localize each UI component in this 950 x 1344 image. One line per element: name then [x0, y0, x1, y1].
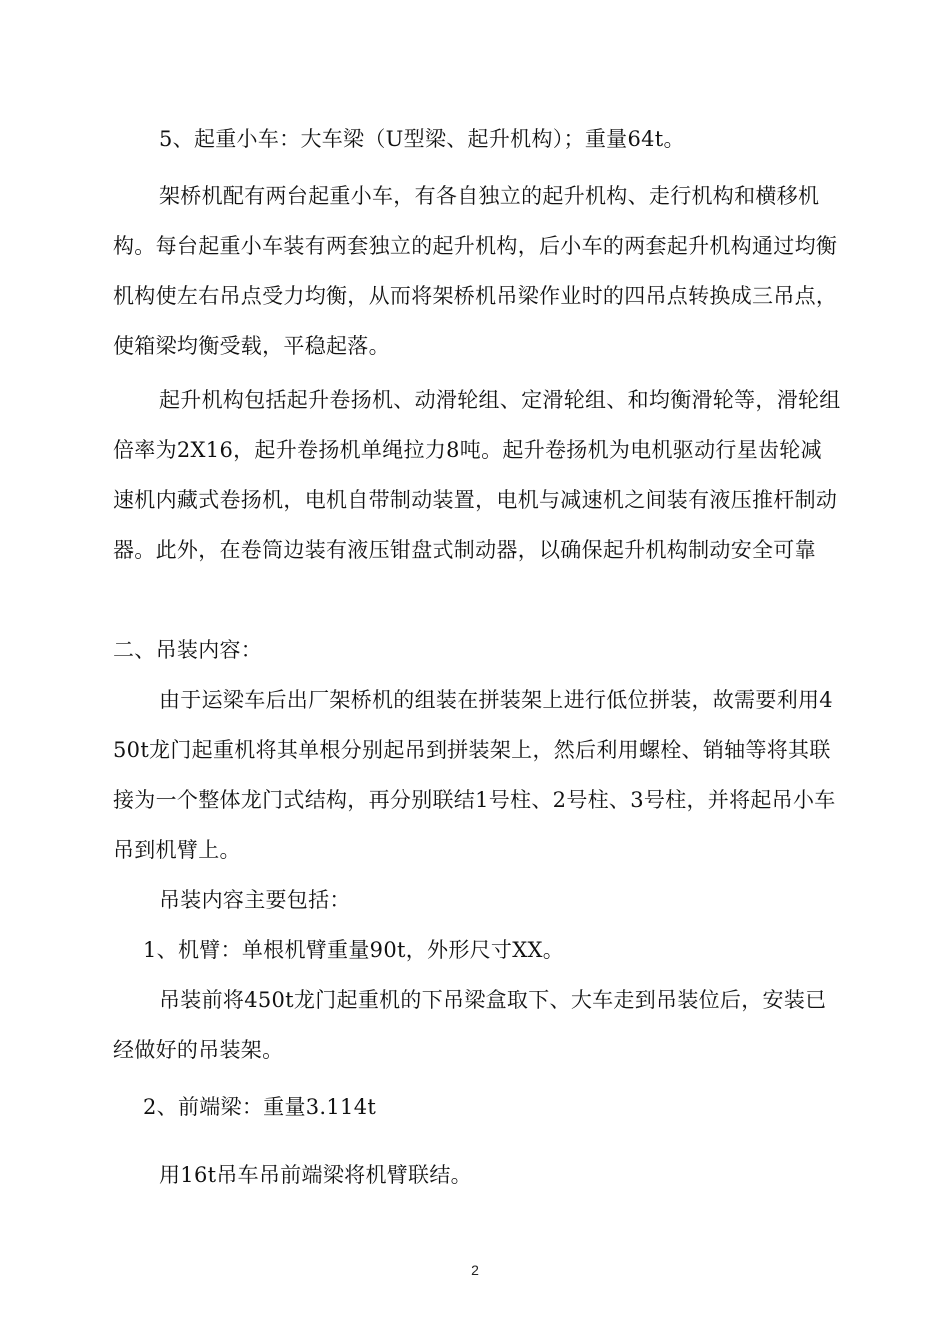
- paragraph-boom-lifting-prep: 吊装前将450t龙门起重机的下吊梁盒取下、大车走到吊装位后，安装已经做好的吊装架。: [113, 988, 827, 1062]
- paragraph-assembly-description: 由于运梁车后出厂架桥机的组装在拼装架上进行低位拼装，故需要利用450t龙门起重机将其单根分别起吊到拼装架上，然后利用螺栓、销轴等将其联接为一个整体龙门式结构，再分别联结1号柱、2号柱、3号柱，并将起吊小车吊到机臂上。: [113, 688, 836, 862]
- paragraph-item-2-front-beam: 2、前端梁：重量3.114t: [143, 1095, 377, 1119]
- paragraph-hoisting-mechanism: 起升机构包括起升卷扬机、动滑轮组、定滑轮组、和均衡滑轮等，滑轮组倍率为2X16，起升卷扬机单绳拉力8吨。起升卷扬机为电机驱动行星齿轮减速机内藏式卷扬机，电机自带制动装置，电机与减速机之间装有液压推杆制动器。此外，在卷筒边装有液压钳盘式制动器，以确保起升机构制动安全可靠: [113, 388, 841, 562]
- section-heading-lifting-content: 二、吊装内容：: [113, 638, 263, 662]
- paragraph-trolley-description: 架桥机配有两台起重小车，有各自独立的起升机构、走行机构和横移机构。每台起重小车装有两套独立的起升机构，后小车的两套起升机构通过均衡机构使左右吊点受力均衡，从而将架桥机吊梁作业时的四吊点转换成三吊点，使箱梁均衡受载，平稳起落。: [113, 184, 838, 358]
- paragraph-item-1-boom: 1、机臂：单根机臂重量90t，外形尺寸XX。: [143, 938, 565, 962]
- paragraph-front-beam-lifting: 用16t吊车吊前端梁将机臂联结。: [159, 1163, 472, 1187]
- paragraph-crane-trolley-heading: 5、起重小车：大车梁（U型梁、起升机构）；重量64t。: [159, 127, 685, 151]
- page-number: 2: [471, 1262, 479, 1278]
- paragraph-lifting-contents-intro: 吊装内容主要包括：: [159, 888, 351, 912]
